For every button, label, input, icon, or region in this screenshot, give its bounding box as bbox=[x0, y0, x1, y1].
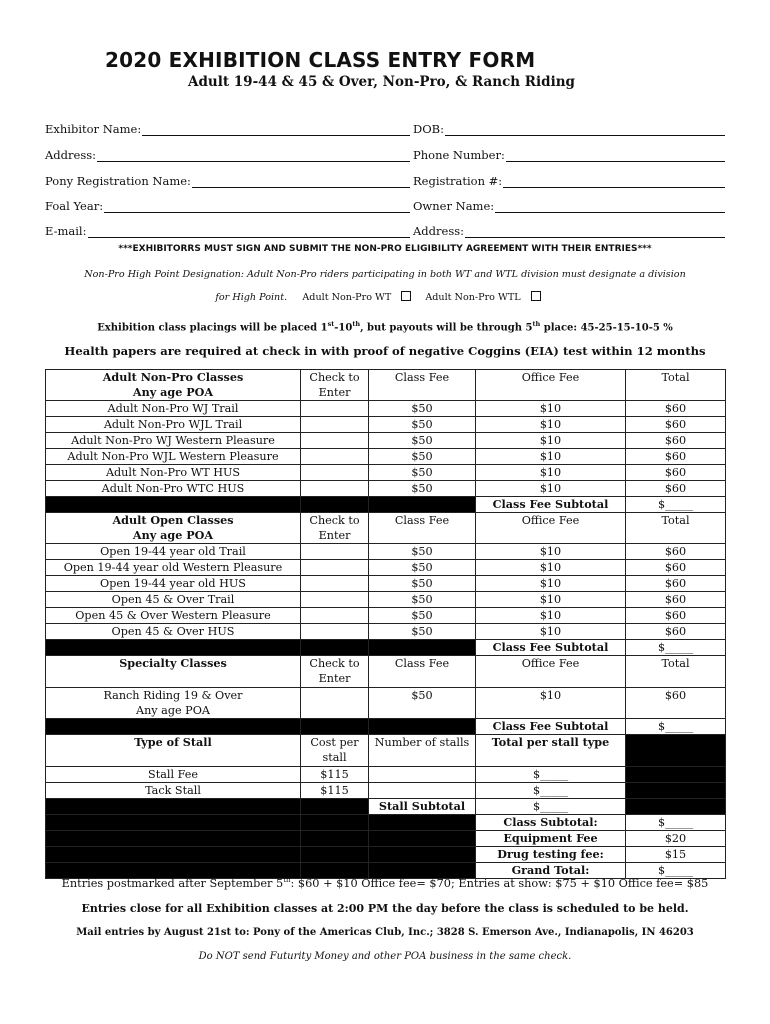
field-row bbox=[45, 118, 725, 136]
owner-address-field[interactable] bbox=[465, 224, 725, 238]
class-name: Open 19-44 year old Western Pleasure bbox=[46, 560, 301, 576]
checkbox-non-pro-wtl[interactable] bbox=[531, 291, 541, 301]
subtotal-label: Class Fee Subtotal bbox=[476, 719, 626, 735]
office-fee: $10 bbox=[476, 624, 626, 640]
class-name: Adult Non-Pro WJL Trail bbox=[46, 417, 301, 433]
section-title: Specialty Classes bbox=[46, 656, 301, 688]
table-row bbox=[46, 688, 726, 719]
summary-value: $15 bbox=[626, 847, 726, 863]
office-fee: $10 bbox=[476, 560, 626, 576]
table-row bbox=[46, 608, 726, 624]
office-fee: $10 bbox=[476, 592, 626, 608]
high-point-options bbox=[0, 292, 770, 303]
stall-subtotal-label: Stall Subtotal bbox=[369, 799, 476, 815]
class-fee: $50 bbox=[369, 688, 476, 719]
check-cell[interactable] bbox=[301, 592, 369, 608]
total: $60 bbox=[626, 465, 726, 481]
stall-cost: $115 bbox=[301, 767, 369, 783]
check-cell[interactable] bbox=[301, 688, 369, 719]
pony-registration-name-label: Pony Registration Name: bbox=[45, 174, 191, 188]
summary-row bbox=[46, 847, 726, 863]
stall-cost-header: Cost per stall bbox=[301, 735, 369, 767]
check-cell[interactable] bbox=[301, 417, 369, 433]
field-row bbox=[45, 220, 725, 238]
class-name: Adult Non-Pro WTC HUS bbox=[46, 481, 301, 497]
high-point-designation: Non-Pro High Point Designation: Adult Non-Pro riders participating in both WT and WTL division must designate a division bbox=[84, 269, 686, 280]
total: $60 bbox=[626, 417, 726, 433]
table-row bbox=[46, 481, 726, 497]
class-name: Open 45 & Over Trail bbox=[46, 592, 301, 608]
section-header-row bbox=[46, 370, 726, 401]
entry-table bbox=[45, 369, 726, 879]
office-fee: $10 bbox=[476, 401, 626, 417]
class-name: Open 45 & Over HUS bbox=[46, 624, 301, 640]
office-fee: $10 bbox=[476, 576, 626, 592]
office-fee: $10 bbox=[476, 433, 626, 449]
class-fee: $50 bbox=[369, 433, 476, 449]
office-fee: $10 bbox=[476, 608, 626, 624]
total-header: Total bbox=[626, 370, 726, 401]
owner-name-field[interactable] bbox=[495, 199, 725, 213]
table-row bbox=[46, 560, 726, 576]
subtotal-label: Class Fee Subtotal bbox=[476, 497, 626, 513]
field-row bbox=[45, 170, 725, 188]
stall-total[interactable]: $_____ bbox=[476, 767, 626, 783]
class-fee: $50 bbox=[369, 560, 476, 576]
high-point-lead: for High Point. bbox=[215, 292, 288, 303]
exhibitor-name-field[interactable] bbox=[142, 122, 410, 136]
table-row bbox=[46, 767, 726, 783]
table-row bbox=[46, 449, 726, 465]
table-row bbox=[46, 783, 726, 799]
foal-year-label: Foal Year: bbox=[45, 199, 104, 213]
check-cell[interactable] bbox=[301, 624, 369, 640]
office-fee: $10 bbox=[476, 465, 626, 481]
class-fee: $50 bbox=[369, 417, 476, 433]
section-header-row bbox=[46, 656, 726, 688]
subtotal-label: Class Fee Subtotal bbox=[476, 640, 626, 656]
dob-label: DOB: bbox=[413, 122, 444, 136]
class-name: Ranch Riding 19 & Over Any age POA bbox=[46, 688, 301, 719]
office-fee-header: Office Fee bbox=[476, 656, 626, 688]
check-cell[interactable] bbox=[301, 465, 369, 481]
summary-label: Grand Total: bbox=[476, 863, 626, 879]
total: $60 bbox=[626, 624, 726, 640]
summary-value[interactable]: $_____ bbox=[626, 815, 726, 831]
total: $60 bbox=[626, 592, 726, 608]
table-row bbox=[46, 465, 726, 481]
late-entry-fees: Entries postmarked after September 5th: $60 + $10 Office fee= $70; Entries at show: $75 + $10 Office fee= $85 bbox=[61, 876, 709, 890]
table-row bbox=[46, 592, 726, 608]
summary-row bbox=[46, 815, 726, 831]
mail-entries-notice: Mail entries by August 21st to: Pony of the Americas Club, Inc.; 3828 S. Emerson Ave., Indianapolis, IN 46203 bbox=[76, 927, 694, 938]
form-subtitle: Adult 19-44 & 45 & Over, Non-Pro, & Ranch Riding bbox=[188, 74, 575, 90]
stall-subtotal-row bbox=[46, 799, 726, 815]
check-cell[interactable] bbox=[301, 449, 369, 465]
stall-name: Stall Fee bbox=[46, 767, 301, 783]
subtotal-value[interactable]: $_____ bbox=[626, 497, 726, 513]
stall-cost: $115 bbox=[301, 783, 369, 799]
pony-registration-name-field[interactable] bbox=[192, 174, 410, 188]
owner-address-label: Address: bbox=[413, 224, 465, 238]
stall-total[interactable]: $_____ bbox=[476, 783, 626, 799]
office-fee: $10 bbox=[476, 449, 626, 465]
summary-value: $20 bbox=[626, 831, 726, 847]
futurity-notice: Do NOT send Futurity Money and other POA business in the same check. bbox=[198, 951, 572, 962]
total: $60 bbox=[626, 449, 726, 465]
check-cell[interactable] bbox=[301, 544, 369, 560]
total: $60 bbox=[626, 560, 726, 576]
check-header: Check to Enter bbox=[301, 513, 369, 544]
entries-close-notice: Entries close for all Exhibition classes at 2:00 PM the day before the class is scheduled to be held. bbox=[81, 902, 689, 915]
office-fee-header: Office Fee bbox=[476, 370, 626, 401]
total-header: Total bbox=[626, 513, 726, 544]
class-fee: $50 bbox=[369, 544, 476, 560]
class-fee: $50 bbox=[369, 624, 476, 640]
class-fee: $50 bbox=[369, 592, 476, 608]
office-fee: $10 bbox=[476, 481, 626, 497]
table-row bbox=[46, 401, 726, 417]
stall-subtotal-value[interactable]: $_____ bbox=[476, 799, 626, 815]
check-cell[interactable] bbox=[301, 608, 369, 624]
subtotal-row bbox=[46, 719, 726, 735]
total: $60 bbox=[626, 608, 726, 624]
health-papers-notice: Health papers are required at check in with proof of negative Coggins (EIA) test within 12 months bbox=[64, 344, 706, 358]
total: $60 bbox=[626, 433, 726, 449]
check-cell[interactable] bbox=[301, 481, 369, 497]
option-non-pro-wt-label: Adult Non-Pro WT bbox=[302, 292, 392, 303]
stall-number-header: Number of stalls bbox=[369, 735, 476, 767]
subtotal-value[interactable]: $_____ bbox=[626, 640, 726, 656]
summary-value[interactable]: $_____ bbox=[626, 863, 726, 879]
class-fee: $50 bbox=[369, 449, 476, 465]
check-header: Check to Enter bbox=[301, 370, 369, 401]
check-cell[interactable] bbox=[301, 560, 369, 576]
phone-field[interactable] bbox=[506, 148, 725, 162]
check-header: Check to Enter bbox=[301, 656, 369, 688]
total: $60 bbox=[626, 544, 726, 560]
registration-number-field[interactable] bbox=[503, 174, 725, 188]
class-name: Open 45 & Over Western Pleasure bbox=[46, 608, 301, 624]
field-row bbox=[45, 195, 725, 213]
section-title: Adult Open Classes Any age POA bbox=[46, 513, 301, 544]
class-name: Open 19-44 year old Trail bbox=[46, 544, 301, 560]
office-fee: $10 bbox=[476, 544, 626, 560]
email-label: E-mail: bbox=[45, 224, 87, 238]
class-fee-header: Class Fee bbox=[369, 370, 476, 401]
checkbox-non-pro-wt[interactable] bbox=[401, 291, 411, 301]
class-fee: $50 bbox=[369, 465, 476, 481]
email-field[interactable] bbox=[88, 224, 411, 238]
class-fee: $50 bbox=[369, 481, 476, 497]
section-title: Adult Non-Pro Classes Any age POA bbox=[46, 370, 301, 401]
table-row bbox=[46, 576, 726, 592]
check-cell[interactable] bbox=[301, 433, 369, 449]
class-fee: $50 bbox=[369, 576, 476, 592]
owner-name-label: Owner Name: bbox=[413, 199, 495, 213]
class-fee-header: Class Fee bbox=[369, 513, 476, 544]
subtotal-row bbox=[46, 497, 726, 513]
exhibitor-name-label: Exhibitor Name: bbox=[45, 122, 142, 136]
class-name: Open 19-44 year old HUS bbox=[46, 576, 301, 592]
stall-type-header: Type of Stall bbox=[46, 735, 301, 767]
total: $60 bbox=[626, 688, 726, 719]
class-name: Adult Non-Pro WJL Western Pleasure bbox=[46, 449, 301, 465]
total: $60 bbox=[626, 481, 726, 497]
class-fee: $50 bbox=[369, 608, 476, 624]
class-fee-header: Class Fee bbox=[369, 656, 476, 688]
summary-label: Class Subtotal: bbox=[476, 815, 626, 831]
check-cell[interactable] bbox=[301, 576, 369, 592]
placings-notice: Exhibition class placings will be placed 1st-10th, but payouts will be through 5th place: 45-25-15-10-5 % bbox=[97, 320, 673, 334]
foal-year-field[interactable] bbox=[104, 199, 410, 213]
form-title: 2020 EXHIBITION CLASS ENTRY FORM bbox=[105, 48, 536, 72]
option-non-pro-wtl-label: Adult Non-Pro WTL bbox=[425, 292, 521, 303]
total-header: Total bbox=[626, 656, 726, 688]
class-fee: $50 bbox=[369, 401, 476, 417]
non-pro-warning: ***EXHIBITORRS MUST SIGN AND SUBMIT THE NON-PRO ELIGIBILITY AGREEMENT WITH THEIR ENTRIES*** bbox=[118, 244, 652, 254]
address-label: Address: bbox=[45, 148, 97, 162]
class-name: Adult Non-Pro WT HUS bbox=[46, 465, 301, 481]
stall-number-cell[interactable] bbox=[369, 767, 476, 783]
stall-name: Tack Stall bbox=[46, 783, 301, 799]
dob-field[interactable] bbox=[445, 122, 725, 136]
registration-number-label: Registration #: bbox=[413, 174, 503, 188]
address-field[interactable] bbox=[97, 148, 410, 162]
subtotal-row bbox=[46, 640, 726, 656]
summary-label: Equipment Fee bbox=[476, 831, 626, 847]
office-fee: $10 bbox=[476, 417, 626, 433]
table-row bbox=[46, 433, 726, 449]
stall-header-row bbox=[46, 735, 726, 767]
table-row bbox=[46, 624, 726, 640]
total: $60 bbox=[626, 401, 726, 417]
class-name: Adult Non-Pro WJ Western Pleasure bbox=[46, 433, 301, 449]
check-cell[interactable] bbox=[301, 401, 369, 417]
stall-number-cell[interactable] bbox=[369, 783, 476, 799]
table-row bbox=[46, 417, 726, 433]
class-name: Adult Non-Pro WJ Trail bbox=[46, 401, 301, 417]
summary-row bbox=[46, 831, 726, 847]
office-fee: $10 bbox=[476, 688, 626, 719]
summary-label: Drug testing fee: bbox=[476, 847, 626, 863]
phone-label: Phone Number: bbox=[413, 148, 505, 162]
stall-total-header: Total per stall type bbox=[476, 735, 626, 767]
field-row bbox=[45, 144, 725, 162]
table-row bbox=[46, 544, 726, 560]
office-fee-header: Office Fee bbox=[476, 513, 626, 544]
total: $60 bbox=[626, 576, 726, 592]
subtotal-value[interactable]: $_____ bbox=[626, 719, 726, 735]
section-header-row bbox=[46, 513, 726, 544]
